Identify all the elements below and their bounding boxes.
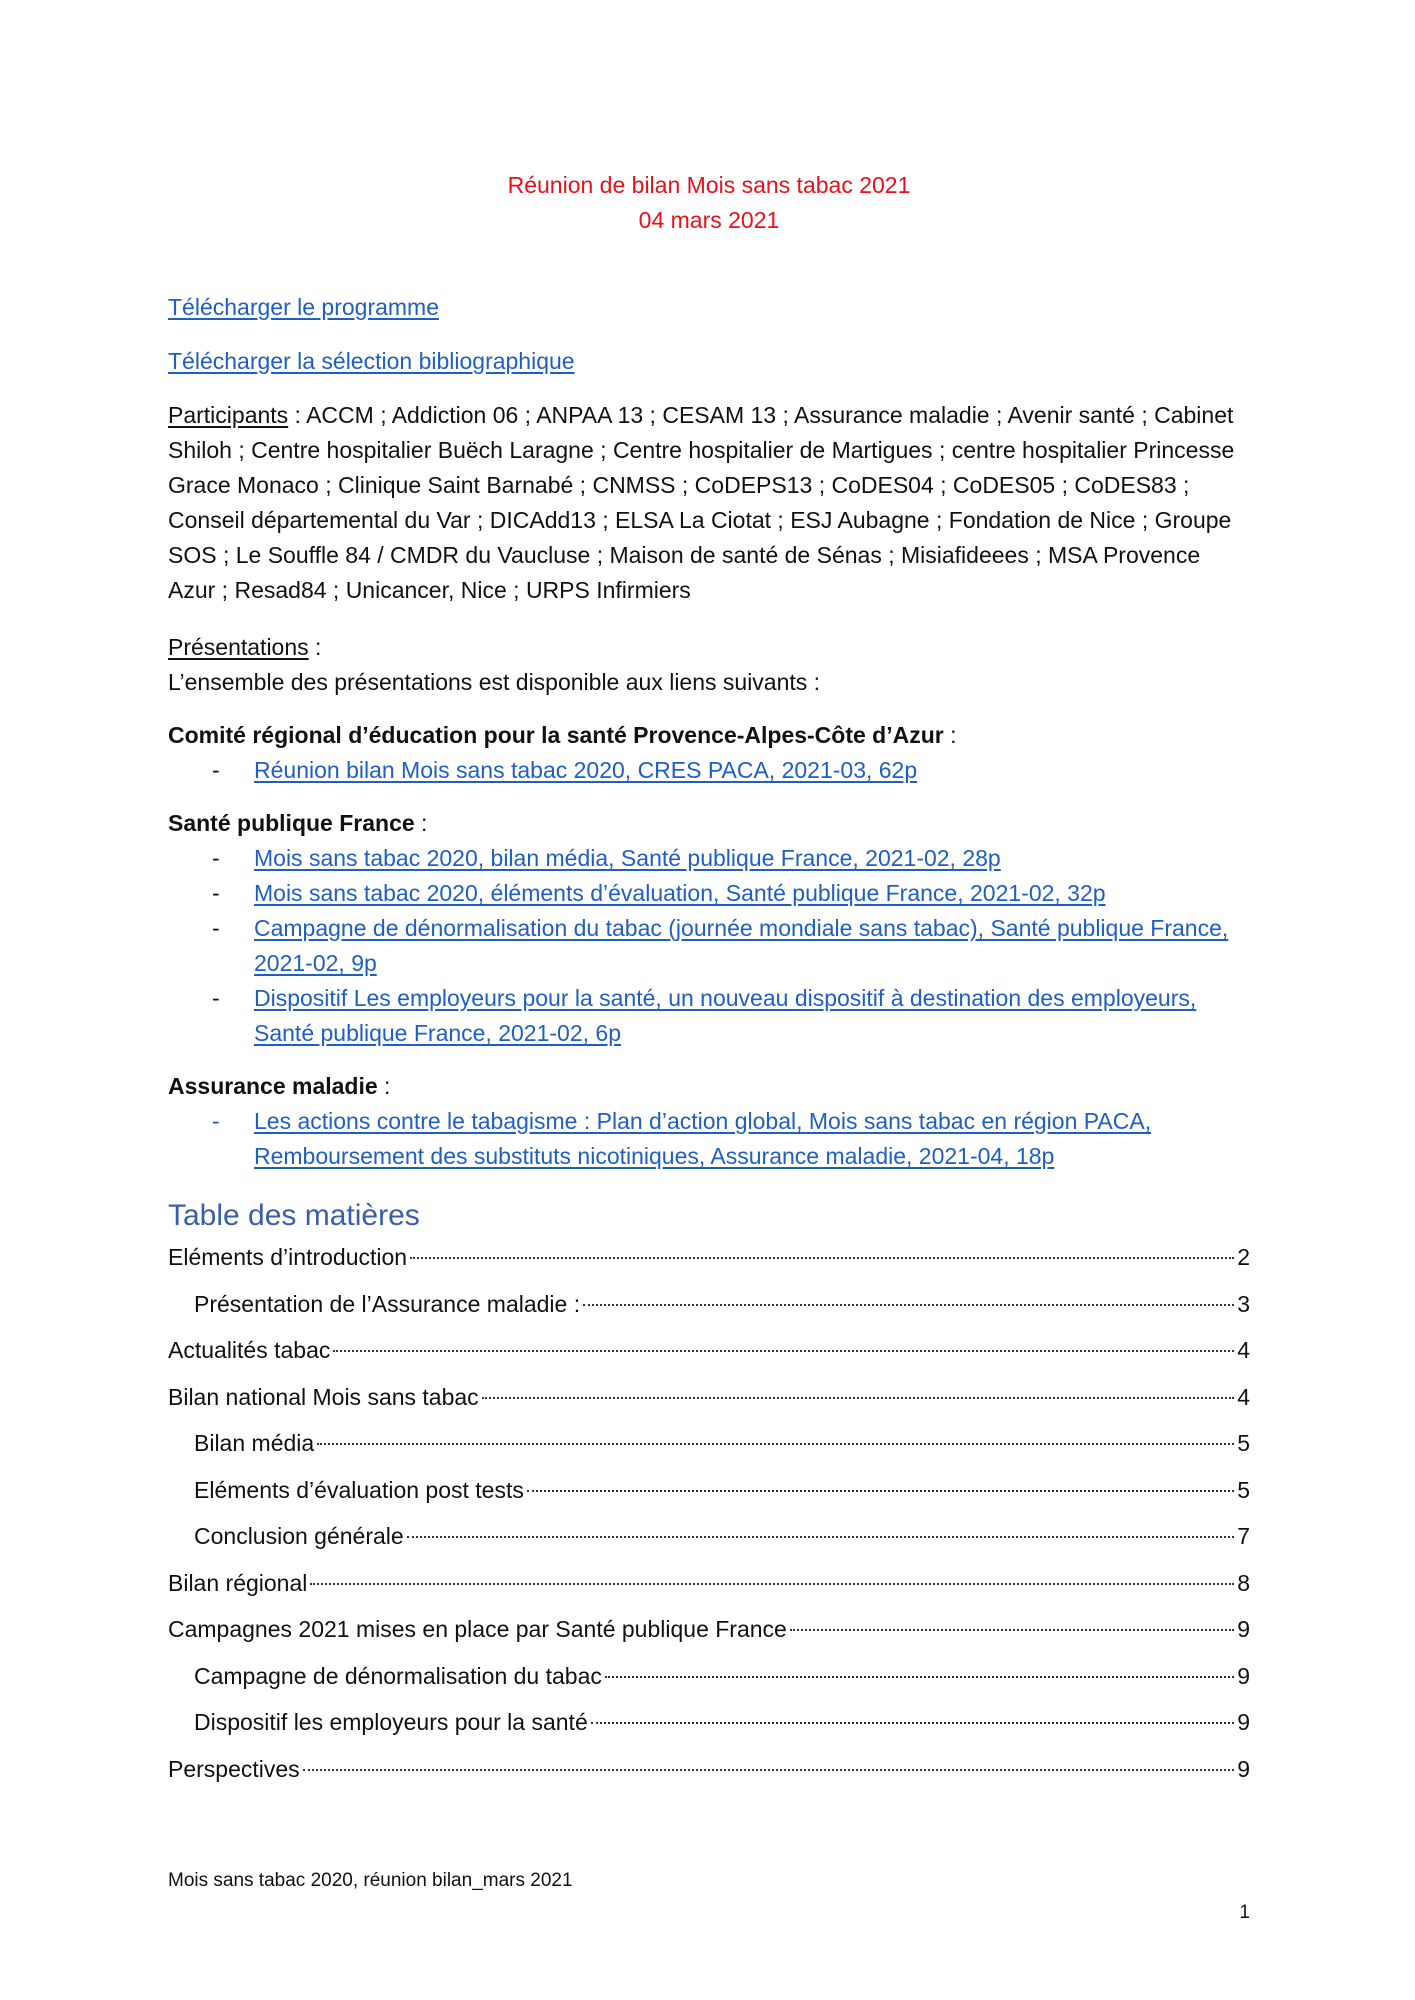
list-item — [168, 981, 1250, 1051]
toc-entry-page: 9 — [1237, 1709, 1250, 1735]
toc-entry-page: 9 — [1237, 1755, 1250, 1782]
document-title: Réunion de bilan Mois sans tabac 2021 — [507, 172, 911, 198]
toc-entry[interactable] — [168, 1519, 1250, 1566]
bullet-dash: - — [212, 880, 220, 906]
list-item — [168, 876, 1250, 911]
bullet-dash: - — [212, 915, 220, 941]
toc-entry-title: Dispositif les employeurs pour la santé — [194, 1709, 588, 1735]
toc-entry-page: 5 — [1237, 1430, 1250, 1456]
toc-entry[interactable] — [168, 1333, 1250, 1380]
toc-leader — [605, 1676, 1234, 1678]
toc-entry[interactable] — [168, 1612, 1250, 1659]
group-name: Assurance maladie — [168, 1073, 378, 1099]
toc-entry[interactable] — [168, 1705, 1250, 1752]
toc-leader — [527, 1490, 1234, 1492]
table-of-contents — [168, 1240, 1250, 1798]
toc-entry-title: Actualités tabac — [168, 1337, 331, 1363]
presentations-intro: L’ensemble des présentations est disponible aux liens suivants : — [168, 669, 821, 695]
presentation-list — [168, 753, 1250, 788]
group-suffix: : — [943, 722, 957, 748]
toc-leader — [317, 1443, 1234, 1445]
toc-entry-page: 4 — [1237, 1337, 1250, 1363]
presentation-group-spf — [168, 806, 1250, 1051]
bullet-dash: - — [212, 1108, 220, 1134]
group-suffix: : — [414, 810, 428, 836]
presentations-separator: : — [308, 634, 322, 660]
list-item — [168, 911, 1250, 981]
list-item — [168, 841, 1250, 876]
toc-leader — [591, 1722, 1234, 1724]
toc-entry-title: Bilan national Mois sans tabac — [168, 1383, 479, 1410]
presentation-link[interactable]: Campagne de dénormalisation du tabac (journée mondiale sans tabac), Santé publique France, 2021-02, 9p — [254, 915, 1229, 976]
toc-entry[interactable] — [168, 1287, 1250, 1334]
group-name: Santé publique France — [168, 810, 415, 836]
toc-entry-title: Perspectives — [168, 1755, 300, 1782]
toc-entry-page: 9 — [1237, 1662, 1250, 1689]
toc-leader — [310, 1583, 1234, 1585]
toc-entry[interactable] — [168, 1426, 1250, 1473]
toc-entry[interactable] — [168, 1566, 1250, 1613]
toc-leader — [583, 1304, 1234, 1306]
download-bibliography-row — [168, 344, 1250, 379]
toc-entry[interactable] — [168, 1380, 1250, 1427]
document-header — [168, 168, 1250, 238]
participants-label: Participants — [168, 402, 289, 428]
presentations-section — [168, 630, 1250, 1174]
toc-entry-page: 7 — [1237, 1523, 1250, 1549]
presentation-link[interactable]: Mois sans tabac 2020, éléments d’évaluation, Santé publique France, 2021-02, 32p — [254, 880, 1106, 906]
toc-entry-title: Conclusion générale — [194, 1523, 404, 1549]
presentation-link[interactable]: Réunion bilan Mois sans tabac 2020, CRES PACA, 2021-03, 62p — [254, 757, 918, 783]
toc-entry-title: Présentation de l’Assurance maladie : — [194, 1290, 581, 1317]
toc-entry[interactable] — [168, 1659, 1250, 1706]
bullet-dash: - — [212, 845, 220, 871]
page-footer: Mois sans tabac 2020, réunion bilan_mars 2021 — [168, 1870, 573, 1891]
toc-entry-page: 8 — [1237, 1569, 1250, 1596]
participants-paragraph — [168, 398, 1250, 608]
toc-entry-title: Campagnes 2021 mises en place par Santé publique France — [168, 1616, 787, 1642]
toc-entry[interactable] — [168, 1473, 1250, 1520]
presentation-link[interactable]: Dispositif Les employeurs pour la santé, un nouveau dispositif à destination des employeurs, Santé publique France, 2021-02, 6p — [254, 985, 1197, 1046]
toc-entry-title: Bilan média — [194, 1430, 315, 1456]
toc-entry[interactable] — [168, 1240, 1250, 1287]
toc-leader — [303, 1769, 1235, 1771]
toc-leader — [407, 1536, 1235, 1538]
download-programme-link[interactable]: Télécharger le programme — [168, 294, 440, 320]
toc-entry[interactable] — [168, 1752, 1250, 1799]
toc-entry-page: 2 — [1237, 1244, 1250, 1270]
download-programme-row — [168, 290, 1250, 325]
group-name: Comité régional d’éducation pour la santé Provence-Alpes-Côte d’Azur — [168, 722, 944, 748]
participants-separator: : — [288, 402, 307, 428]
toc-leader — [410, 1257, 1234, 1259]
toc-entry-title: Eléments d’évaluation post tests — [194, 1476, 524, 1503]
download-bibliography-link[interactable]: Télécharger la sélection bibliographique — [168, 348, 575, 374]
presentation-link[interactable]: Mois sans tabac 2020, bilan média, Santé publique France, 2021-02, 28p — [254, 845, 1001, 871]
toc-leader — [790, 1629, 1234, 1631]
toc-leader — [333, 1350, 1234, 1352]
toc-entry-title: Bilan régional — [168, 1569, 308, 1596]
document-date: 04 mars 2021 — [638, 207, 780, 233]
bullet-dash: - — [212, 985, 220, 1011]
presentation-link[interactable]: Les actions contre le tabagisme : Plan d’action global, Mois sans tabac en région PACA, Remboursement des substituts nicotiniques, Assurance maladie, 2021-04, 18p — [254, 1108, 1152, 1169]
toc-entry-title: Campagne de dénormalisation du tabac — [194, 1662, 602, 1689]
presentations-label: Présentations — [168, 634, 309, 660]
group-suffix: : — [377, 1073, 391, 1099]
presentation-list — [168, 841, 1250, 1051]
toc-entry-page: 9 — [1237, 1616, 1250, 1642]
toc-entry-page: 4 — [1237, 1383, 1250, 1410]
toc-entry-title: Eléments d’introduction — [168, 1244, 408, 1270]
list-item — [168, 1104, 1250, 1174]
presentation-group-assurance-maladie — [168, 1069, 1250, 1174]
toc-heading: Table des matières — [168, 1199, 420, 1232]
presentation-group-cres — [168, 718, 1250, 788]
bullet-dash: - — [212, 757, 220, 783]
participants-list: ACCM ; Addiction 06 ; ANPAA 13 ; CESAM 13 ; Assurance maladie ; Avenir santé ; Cabinet Shiloh ; Centre hospitalier Buëch Laragne ; Centre hospitalier de Martigues ; centre hospitalier Princesse Grace Monaco ; Clinique Saint Barnabé ; CNMSS ; CoDEPS13 ; CoDES04 ; CoDES05 ; CoDES83 ; Conseil départemental du Var ; DICAdd13 ; ELSA La Ciotat ; ESJ Aubagne ; Fondation de Nice ; Groupe SOS ; Le Souffle 84 / CMDR du Vaucluse ; Maison de santé de Sénas ; Misiafideees ; MSA Provence Azur ; Resad84 ; Unicancer, Nice ; URPS Infirmiers — [168, 402, 1235, 603]
list-item — [168, 753, 1250, 788]
page-number: 1 — [1239, 1902, 1250, 1923]
toc-leader — [482, 1397, 1235, 1399]
toc-entry-page: 5 — [1237, 1476, 1250, 1503]
toc-entry-page: 3 — [1237, 1290, 1250, 1317]
presentation-list — [168, 1104, 1250, 1174]
